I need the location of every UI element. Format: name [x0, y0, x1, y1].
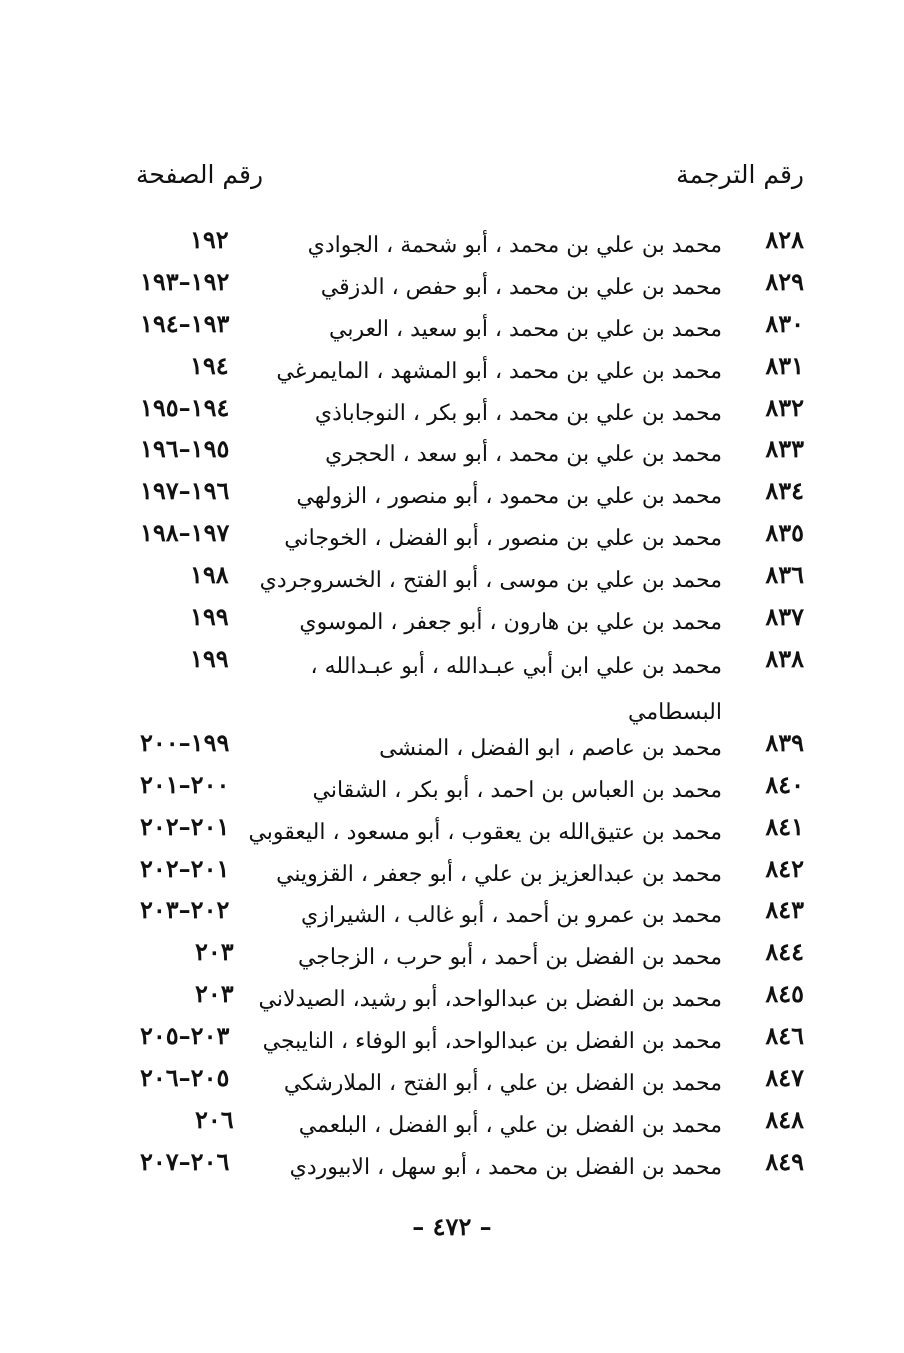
entry-name: محمد بن الفضل بن أحمد ، أبو حرب ، الزجاجي: [297, 945, 722, 971]
entry-number: ٨٣٢: [765, 392, 804, 422]
entry-number: ٨٤٩: [765, 1146, 804, 1176]
index-entry: [130, 307, 804, 349]
index-entry: [130, 600, 804, 642]
entry-number: ٨٢٩: [765, 266, 804, 296]
entry-name: محمد بن الفضل بن عبدالواحد، أبو رشيد، الصيدلاني: [258, 987, 722, 1013]
index-entry: [130, 432, 804, 474]
entry-name: محمد بن عمرو بن أحمد ، أبو غالب ، الشيرازي: [300, 903, 722, 929]
entry-list: [130, 223, 804, 1187]
entry-number: ٨٣٠: [765, 308, 804, 338]
index-entry: [130, 265, 804, 307]
index-entry: [130, 516, 804, 558]
entry-pages: ١٩٢–١٩٣: [140, 266, 230, 296]
entry-name: محمد بن علي بن محمود ، أبو منصور ، الزولهي: [296, 484, 722, 510]
index-entry: [130, 768, 804, 810]
entry-name: محمد بن علي بن منصور ، أبو الفضل ، الخوجاني: [284, 526, 722, 552]
index-entry: [130, 852, 804, 894]
index-entry: [130, 935, 804, 977]
entry-number: ٨٣٦: [765, 560, 804, 590]
index-entry: [130, 1019, 804, 1061]
entry-pages: ٢٠١–٢٠٢: [140, 853, 230, 883]
entry-name: محمد بن الفضل بن عبدالواحد، أبو الوفاء ، النايبجي: [262, 1029, 722, 1055]
index-entry: [130, 1061, 804, 1103]
entry-pages: ٢٠٣: [195, 937, 234, 967]
entry-pages: ١٩٤: [190, 350, 229, 380]
index-entry: [130, 391, 804, 433]
entry-pages: ١٩٩: [190, 602, 229, 632]
entry-pages: ١٩٦–١٩٧: [140, 476, 230, 506]
entry-number: ٨٣٧: [765, 602, 804, 632]
entry-pages: ٢٠٢–٢٠٣: [140, 895, 230, 925]
entry-pages: ٢٠٥–٢٠٦: [140, 1063, 230, 1093]
entry-pages: ١٩٩: [190, 643, 229, 673]
column-header: [130, 160, 804, 200]
entry-number: ٨٣١: [765, 350, 804, 380]
entry-pages: ٢٠٦: [195, 1104, 234, 1134]
entry-pages: ١٩٨: [190, 560, 229, 590]
entry-name: محمد بن عتيق‌الله بن يعقوب ، أبو مسعود ، اليعقوبي: [248, 819, 722, 845]
entry-number: ٨٤٨: [765, 1104, 804, 1134]
entry-name: محمد بن علي بن موسى ، أبو الفتح ، الخسروجردي: [259, 568, 722, 594]
index-entry: [130, 642, 804, 726]
entry-number: ٨٢٨: [765, 225, 804, 254]
entry-number: ٨٤٠: [765, 769, 804, 799]
entry-pages: ١٩٧–١٩٨: [140, 518, 230, 548]
entry-pages: ١٩٤–١٩٥: [140, 392, 230, 422]
entry-number: ٨٤٤: [765, 937, 804, 967]
entry-number: ٨٤٢: [765, 853, 804, 883]
entry-name: محمد بن الفضل بن علي ، أبو الفضل ، البلعمي: [298, 1112, 722, 1138]
entry-name: محمد بن عبدالعزيز بن علي ، أبو جعفر ، القزويني: [276, 861, 722, 887]
page-number-column-label: رقم الصفحة: [136, 160, 264, 189]
index-entry: [130, 558, 804, 600]
entry-number: ٨٣٤: [765, 476, 804, 506]
index-entry: [130, 977, 804, 1019]
entry-name: محمد بن علي بن محمد ، أبو سعيد ، العربي: [329, 316, 722, 342]
entry-name: محمد بن علي بن محمد ، أبو سعد ، الحجري: [325, 442, 722, 468]
index-entry: [130, 349, 804, 391]
entry-number: ٨٤٧: [765, 1063, 804, 1093]
entry-name: محمد بن علي بن محمد ، أبو حفص ، الدزقي: [320, 274, 722, 300]
entry-number: ٨٤٦: [765, 1021, 804, 1051]
entry-pages: ٢٠٣: [195, 979, 234, 1009]
entry-pages: ١٩٢: [190, 225, 229, 254]
entry-number: ٨٤١: [765, 811, 804, 841]
entry-name: محمد بن العباس بن احمد ، أبو بكر ، الشقاني: [312, 777, 722, 803]
entry-pages: ١٩٣–١٩٤: [140, 308, 230, 338]
index-entry: [130, 726, 804, 768]
entry-name: محمد بن علي بن محمد ، أبو المشهد ، المايمرغي: [276, 358, 722, 384]
entry-pages: ٢٠٦–٢٠٧: [140, 1146, 230, 1176]
entry-pages: ١٩٩–٢٠٠: [140, 727, 230, 757]
index-entry: [130, 810, 804, 852]
entry-name: محمد بن الفضل بن محمد ، أبو سهل ، الابيوردي: [289, 1154, 722, 1180]
entry-number: ٨٣٣: [765, 434, 804, 464]
entry-name: محمد بن علي بن محمد ، أبو شحمة ، الجوادي: [307, 233, 722, 258]
entry-number: ٨٣٨: [765, 643, 804, 673]
entry-name: محمد بن علي بن هارون ، أبو جعفر ، الموسوي: [299, 610, 722, 636]
entry-name: محمد بن علي ابن أبي عبـدالله ، أبو عبـدالله ، البسطامي: [310, 653, 722, 725]
page-folio: – ٤٧٢ –: [412, 1212, 492, 1241]
entry-pages: ٢٠٣–٢٠٥: [140, 1021, 230, 1051]
entry-name: محمد بن الفضل بن علي ، أبو الفتح ، الملارشكي: [283, 1071, 722, 1097]
entry-number-column-label: رقم الترجمة: [676, 160, 804, 189]
index-entry: [130, 223, 804, 265]
entry-name: محمد بن عاصم ، ابو الفضل ، المنشى: [379, 735, 722, 761]
entry-number: ٨٤٥: [765, 979, 804, 1009]
index-entry: [130, 1103, 804, 1145]
entry-name: محمد بن علي بن محمد ، أبو بكر ، النوجاباذي: [314, 400, 722, 426]
index-entry: [130, 474, 804, 516]
entry-number: ٨٣٥: [765, 518, 804, 548]
entry-pages: ١٩٥–١٩٦: [140, 434, 230, 464]
entry-pages: ٢٠١–٢٠٢: [140, 811, 230, 841]
index-entry: [130, 1145, 804, 1187]
entry-number: ٨٣٩: [765, 727, 804, 757]
entry-pages: ٢٠٠–٢٠١: [140, 769, 230, 799]
index-entry: [130, 893, 804, 935]
entry-number: ٨٤٣: [765, 895, 804, 925]
